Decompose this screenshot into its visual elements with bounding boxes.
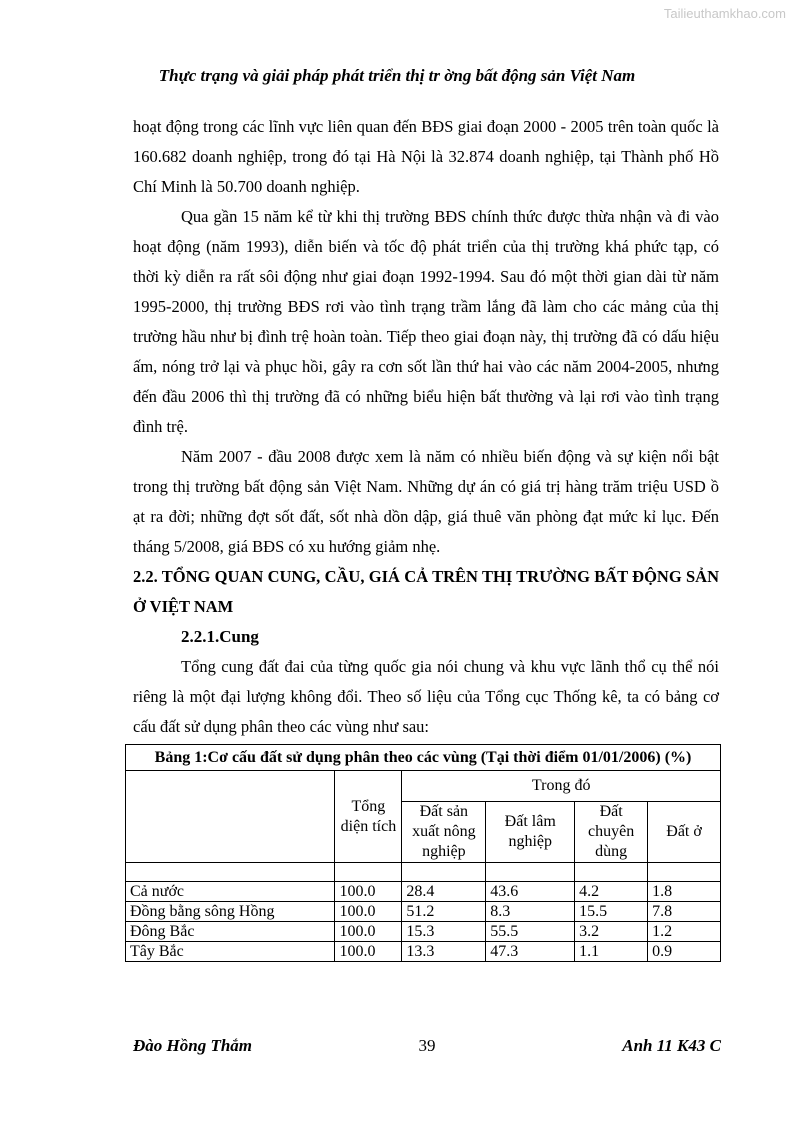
table-header-forest: Đất lâm nghiệp (486, 802, 575, 863)
table-cell: 3.2 (575, 922, 648, 942)
page-number: 39 (418, 1036, 436, 1055)
paragraph-3: Năm 2007 - đầu 2008 được xem là năm có nhiều biến động và sự kiện nổi bật trong thị trường bất động sản Việt Nam. Những dự án có giá trị hàng trăm triệu USD ồ ạt ra đời; những đợt sốt đất, sốt nhà dồn dập, giá thuê văn phòng đạt mức kỉ lục. Đến tháng 5/2008, giá BĐS có xu hướng giảm nhẹ. (133, 447, 719, 556)
table-blank-row (126, 863, 721, 882)
paragraph-cung: Tổng cung đất đai của từng quốc gia nói chung và khu vực lãnh thổ cụ thể nói riêng là một đại lượng không đổi. Theo số liệu của Tổng cục Thống kê, ta có bảng cơ cấu đất sử dụng phân theo các vùng như sau: (133, 657, 719, 736)
footer-class: Anh 11 K43 C (622, 1036, 721, 1055)
table-header-agri: Đất sản xuất nông nghiệp (402, 802, 486, 863)
land-use-table (125, 744, 721, 962)
table-cell: 8.3 (486, 902, 575, 922)
table-cell: 43.6 (486, 882, 575, 902)
table-cell-region: Đông Bắc (126, 922, 335, 942)
table-cell: 1.1 (575, 942, 648, 962)
table-header-group: Trong đó (402, 771, 721, 802)
table-cell: 100.0 (335, 942, 402, 962)
table-cell: 51.2 (402, 902, 486, 922)
running-header: Thực trạng và giải pháp phát triển thị tr ờng bất động sản Việt Nam (158, 66, 636, 85)
table-cell-region: Đồng bằng sông Hồng (126, 902, 335, 922)
table-header-total: Tổng diện tích (335, 771, 402, 863)
table-cell: 15.5 (575, 902, 648, 922)
paragraph-1: hoạt động trong các lĩnh vực liên quan đến BĐS giai đoạn 2000 - 2005 trên toàn quốc là 160.682 doanh nghiệp, trong đó tại Hà Nội là 32.874 doanh nghiệp, tại Thành phố Hồ Chí Minh là 50.700 doanh nghiệp. (133, 117, 719, 196)
section-title: 2.2. TỔNG QUAN CUNG, CẦU, GIÁ CẢ TRÊN THỊ TRƯỜNG BẤT ĐỘNG SẢN Ở VIỆT NAM (133, 567, 719, 616)
table-cell: 1.2 (648, 922, 721, 942)
table-row (126, 902, 721, 922)
table-header-region (126, 771, 335, 863)
table-cell: 47.3 (486, 942, 575, 962)
table-cell-region: Tây Bắc (126, 942, 335, 962)
table-cell: 15.3 (402, 922, 486, 942)
subsection-title: 2.2.1.Cung (181, 627, 259, 646)
table-cell: 4.2 (575, 882, 648, 902)
table-header-residential: Đất ở (648, 802, 721, 863)
table-cell: 28.4 (402, 882, 486, 902)
table-row (126, 922, 721, 942)
table-cell: 100.0 (335, 922, 402, 942)
table-cell-region: Cả nước (126, 882, 335, 902)
table-header-specialized: Đất chuyên dùng (575, 802, 648, 863)
table-cell: 0.9 (648, 942, 721, 962)
table-cell: 55.5 (486, 922, 575, 942)
main-content (133, 112, 719, 742)
table-caption: Bảng 1:Cơ cấu đất sử dụng phân theo các vùng (Tại thời điểm 01/01/2006) (%) (126, 745, 721, 771)
table-row (126, 882, 721, 902)
table-cell: 13.3 (402, 942, 486, 962)
watermark: Tailieuthamkhao.com (663, 6, 786, 21)
table-cell: 1.8 (648, 882, 721, 902)
table-cell: 100.0 (335, 902, 402, 922)
table-row (126, 942, 721, 962)
table-cell: 7.8 (648, 902, 721, 922)
footer-author: Đào Hồng Thắm (133, 1036, 253, 1055)
table-cell: 100.0 (335, 882, 402, 902)
paragraph-2: Qua gần 15 năm kể từ khi thị trường BĐS chính thức được thừa nhận và đi vào hoạt động (năm 1993), diễn biến và tốc độ phát triển của thị trường khá phức tạp, có thời kỳ diễn ra rất sôi động như giai đoạn 1992-1994. Sau đó một thời gian dài từ năm 1995-2000, thị trường BĐS rơi vào tình trạng trầm lắng đã làm cho các mảng của thị trường hầu như bị đình trệ hoàn toàn. Tiếp theo giai đoạn này, thị trường đã có dấu hiệu ấm, nóng trở lại và phục hồi, gây ra cơn sốt lần thứ hai vào các năm 2004-2005, nhưng đến đầu 2006 thì thị trường đã có những biểu hiện bất thường và lại rơi vào tình trạng đình trệ. (133, 207, 719, 436)
